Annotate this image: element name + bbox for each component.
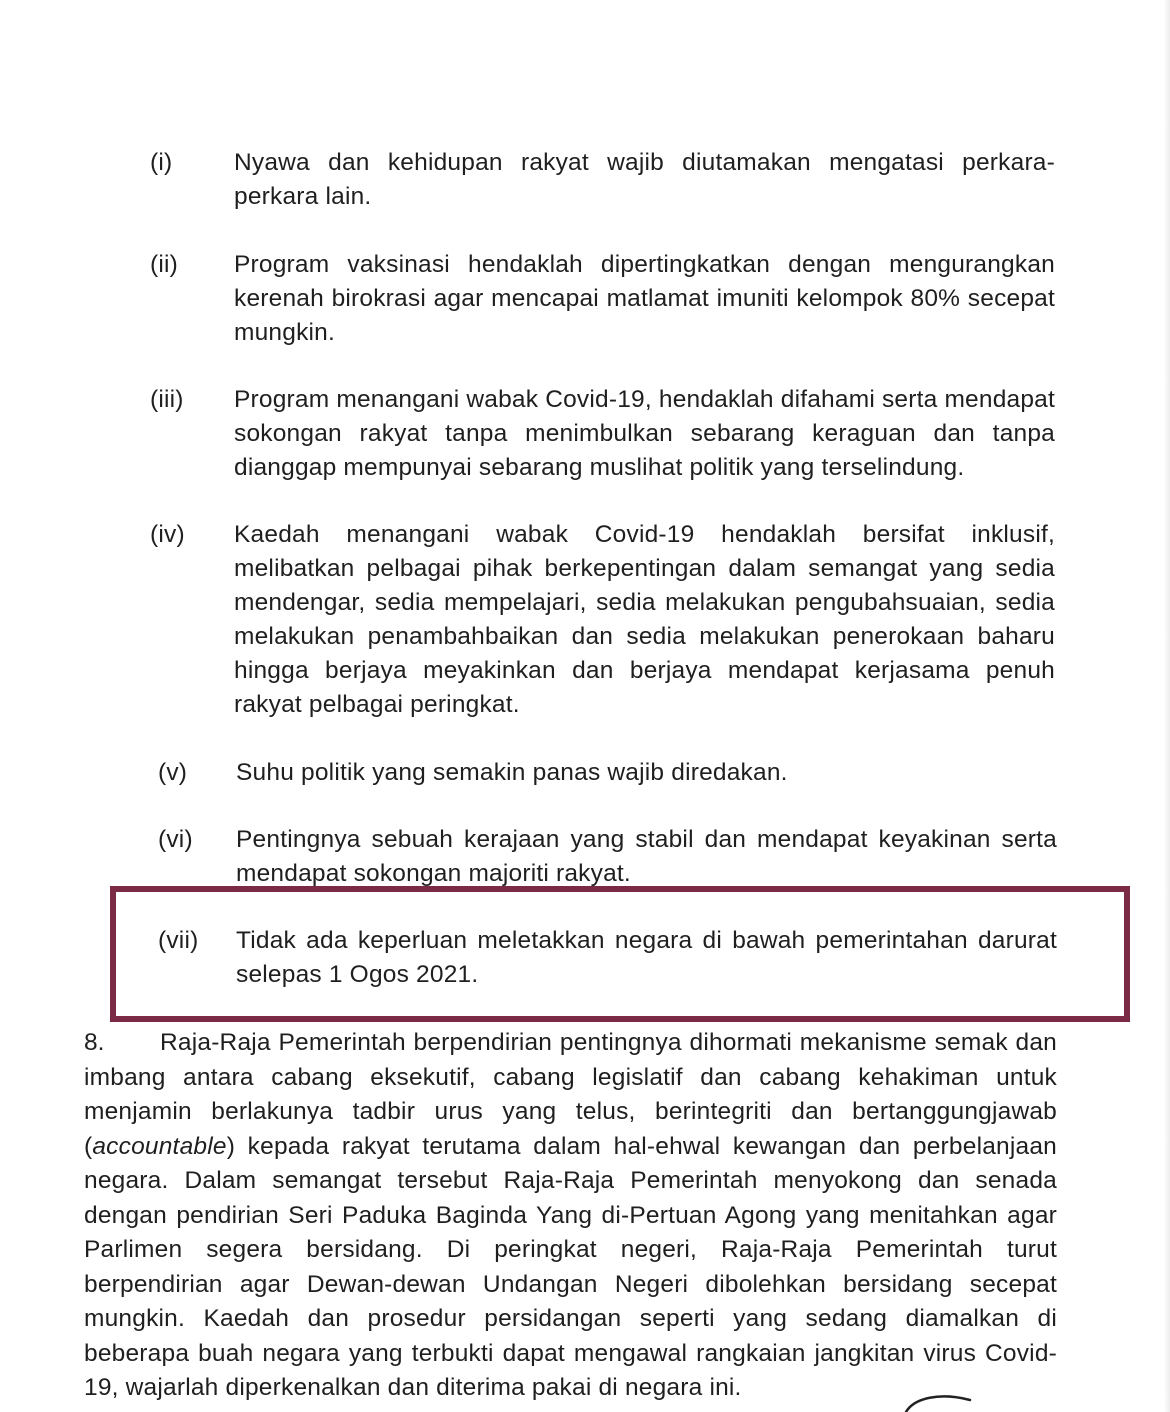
paragraph-text bbox=[84, 1026, 1057, 1406]
paragraph-text-part: Raja-Raja Pemerintah berpendirian pentingnya dihormati mekanisme semak dan imbang antara cabang eksekutif, cabang legislatif dan cabang kehakiman untuk menjamin berlakunya tadbir urus yang telus, berintegriti dan bertanggungjawab ( bbox=[84, 1029, 1057, 1160]
list-item-number: (iv) bbox=[150, 521, 185, 548]
paragraph-number: 8. bbox=[84, 1029, 105, 1056]
list-item-text: Program vaksinasi hendaklah dipertingkatkan dengan mengurangkan kerenah birokrasi agar mencapai matlamat imuniti kelompok 80% secepat mungkin. bbox=[234, 251, 1055, 346]
list-item-text: Program menangani wabak Covid-19, hendaklah difahami serta mendapat sokongan rakyat tanpa menimbulkan sebarang keraguan dan tanpa dianggap mempunyai sebarang muslihat politik yang terselindung. bbox=[234, 386, 1056, 481]
list-item-number: (vi) bbox=[158, 826, 193, 853]
list-item-number: (ii) bbox=[150, 251, 179, 278]
list-item-number: (i) bbox=[150, 149, 173, 176]
paragraph-italic-term: accountable bbox=[92, 1132, 227, 1160]
list-item-text: Tidak ada keperluan meletakkan negara di bawah pemerintahan darurat selepas 1 Ogos 2021. bbox=[236, 927, 1057, 988]
list-item-text: Kaedah menangani wabak Covid-19 hendaklah bersifat inklusif, melibatkan pelbagai pihak berkepentingan dalam semangat yang sedia mendengar, sedia mempelajari, sedia melakukan pengubahsuaian, sedia melakukan penambahbaikan dan sedia melakukan penerokaan baharu hingga berjaya meyakinkan dan berjaya mendapat kerjasama penuh rakyat pelbagai peringkat. bbox=[234, 521, 1055, 718]
list-item-text: Nyawa dan kehidupan rakyat wajib diutamakan mengatasi perkara-perkara lain. bbox=[234, 149, 1055, 210]
list-item-text: Pentingnya sebuah kerajaan yang stabil dan mendapat keyakinan serta mendapat sokongan majoriti rakyat. bbox=[236, 826, 1057, 887]
page-edge-shadow bbox=[1164, 0, 1170, 1412]
paragraph-8 bbox=[84, 1026, 1057, 1406]
list-item-number: (vii) bbox=[158, 927, 199, 954]
list-item-number: (v) bbox=[158, 759, 188, 786]
list-item-text: Suhu politik yang semakin panas wajib diredakan. bbox=[236, 759, 788, 786]
list-item-number: (iii) bbox=[150, 386, 184, 413]
paragraph-text-part: ) kepada rakyat terutama dalam hal-ehwal kewangan dan perbelanjaan negara. Dalam semangat tersebut Raja-Raja Pemerintah menyokong dan senada dengan pendirian Seri Paduka Baginda Yang di-Pertuan Agong yang menitahkan agar Parlimen segera bersidang. Di peringkat negeri, Raja-Raja Pemerintah turut berpendirian agar Dewan-dewan Undangan Negeri dibolehkan bersidang secepat mungkin. Kaedah dan prosedur persidangan seperti yang sedang diamalkan di beberapa buah negara yang terbukti dapat mengawal rangkaian jangkitan virus Covid-19, wajarlah diperkenalkan dan diterima pakai di negara ini. bbox=[84, 1132, 1057, 1401]
signature-scribble-icon bbox=[900, 1390, 980, 1412]
